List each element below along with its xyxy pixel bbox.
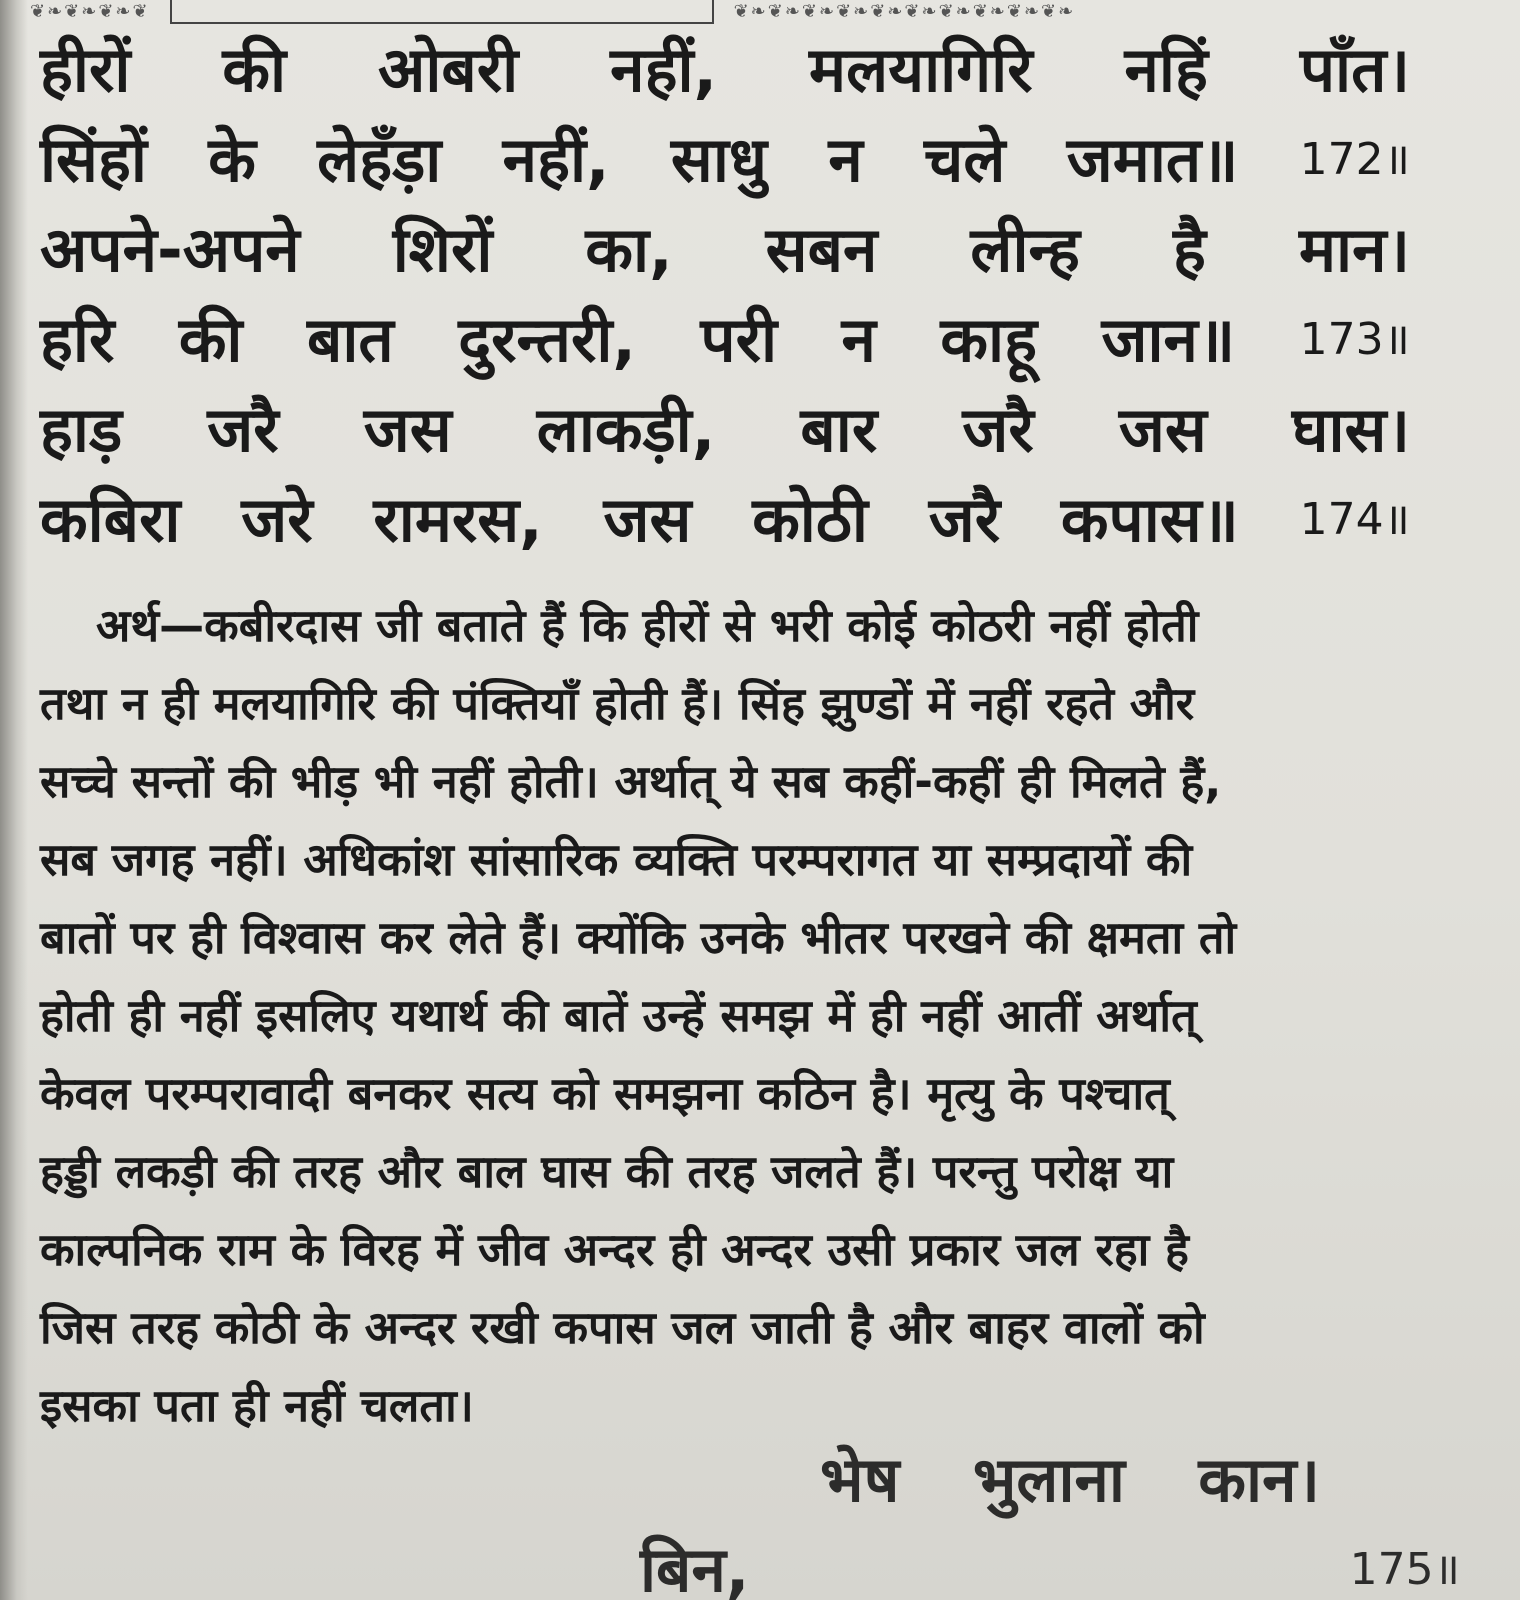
verse-number: 175॥ — [1349, 1544, 1460, 1595]
verse-word: घास। — [1291, 393, 1410, 466]
verse-word: लीन्ह — [970, 213, 1080, 286]
verse-word: कपास॥ — [1060, 483, 1239, 556]
verse-word: का, — [585, 213, 673, 286]
verse-word: काहू — [940, 303, 1038, 376]
verse-word: कबिरा — [40, 483, 181, 556]
verse-word: लेहँड़ा — [317, 123, 442, 196]
verse-word: कोठी — [752, 483, 868, 556]
verse-line — [40, 300, 1410, 380]
meaning-line: हड्डी लकड़ी की तरह और बाल घास की तरह जलते हैं। परन्तु परोक्ष या — [40, 1145, 1174, 1198]
verse-word: बात — [306, 303, 394, 376]
meaning-line: केवल परम्परावादी बनकर सत्य को समझना कठिन है। मृत्यु के पश्चात् — [40, 1067, 1170, 1120]
verse-word: अपने-अपने — [40, 213, 300, 286]
meaning-line: जिस तरह कोठी के अन्दर रखी कपास जल जाती है और बाहर वालों को — [40, 1301, 1205, 1354]
verse-number: 172॥ — [1299, 134, 1410, 185]
verse-word: जरै — [207, 393, 279, 466]
next-verse-word: भेष — [820, 1443, 900, 1516]
next-verse-word: भुलाना — [972, 1443, 1125, 1516]
verse-word: के — [208, 123, 256, 196]
verse-word: जरै — [928, 483, 1001, 556]
next-verse-word: कान। — [1198, 1443, 1320, 1516]
meaning-line: बातों पर ही विश्वास कर लेते हैं। क्योंकि उनके भीतर परखने की क्षमता तो — [40, 911, 1237, 964]
verse-word: की — [222, 33, 287, 106]
verse-word: सबन — [765, 213, 878, 286]
verse-word: ओबरी — [377, 33, 519, 106]
verse-word: रामरस, — [373, 483, 543, 556]
meaning-line: तथा न ही मलयागिरि की पंक्तियाँ होती हैं। सिंह झुण्डों में नहीं रहते और — [40, 677, 1195, 730]
verse-word: है — [1172, 213, 1206, 286]
verse-word: जान॥ — [1101, 303, 1236, 376]
verse-word: जस — [363, 393, 452, 466]
verse-word: सिंहों — [40, 123, 147, 196]
verse-line — [40, 480, 1410, 560]
verse-word: शिरों — [392, 213, 493, 286]
verse-word: नहीं, — [610, 33, 718, 106]
verse-line — [40, 30, 1410, 110]
next-verse-line-2 — [640, 1530, 1460, 1600]
verse-word: साधु — [670, 123, 768, 196]
verse-number: 174॥ — [1299, 494, 1410, 545]
verse-word: जरे — [241, 483, 313, 556]
header-frame — [170, 0, 714, 24]
verse-word: जस — [1118, 393, 1207, 466]
verse-word: न — [841, 303, 876, 376]
verse-word: मान। — [1298, 213, 1410, 286]
verse-word: जरै — [962, 393, 1034, 466]
verse-word: चले — [924, 123, 1006, 196]
verse-word: हरि — [40, 303, 115, 376]
meaning-line: सब जगह नहीं। अधिकांश सांसारिक व्यक्ति परम्परागत या सम्प्रदायों की — [40, 833, 1193, 886]
verse-word: बार — [800, 393, 878, 466]
verse-word: लाकड़ी, — [536, 393, 716, 466]
top-ornament-border: ❦❧❦❧❦❧❦ ❦❧❦❧❦❧❦❧❦❧❦❧❦❧❦❧❦❧❦❧ — [30, 1, 1076, 22]
verse-word: न — [828, 123, 863, 196]
verse-line — [40, 120, 1410, 200]
verse-word: परी — [700, 303, 778, 376]
meaning-line: होती ही नहीं इसलिए यथार्थ की बातें उन्हें समझ में ही नहीं आतीं अर्थात् — [40, 989, 1197, 1042]
verse-word: पाँत। — [1299, 33, 1410, 106]
meaning-line: अर्थ—कबीरदास जी बताते हैं कि हीरों से भरी कोई कोठरी नहीं होती — [96, 599, 1199, 652]
verse-word: मलयागिरि — [809, 33, 1033, 106]
next-verse-word: बिन, — [640, 1533, 750, 1600]
verse-number: 173॥ — [1299, 314, 1410, 365]
verse-line — [40, 390, 1410, 470]
verse-word: नहिं — [1124, 33, 1208, 106]
verse-word: दुरन्तरी, — [458, 303, 636, 376]
meaning-line: काल्पनिक राम के विरह में जीव अन्दर ही अन्दर उसी प्रकार जल रहा है — [40, 1223, 1189, 1276]
verse-word: जमात॥ — [1066, 123, 1239, 196]
verse-line — [40, 210, 1410, 290]
next-verse-line-1 — [820, 1440, 1320, 1520]
meaning-line: इसका पता ही नहीं चलता। — [40, 1379, 474, 1432]
verse-word: हाड़ — [40, 393, 123, 466]
verse-word: जस — [603, 483, 692, 556]
verse-word: हीरों — [40, 33, 131, 106]
meaning-line: सच्चे सन्तों की भीड़ भी नहीं होती। अर्थात् ये सब कहीं-कहीं ही मिलते हैं, — [40, 755, 1222, 808]
page-binding-shadow — [0, 0, 28, 1600]
verse-word: की — [178, 303, 243, 376]
verse-word: नहीं, — [502, 123, 610, 196]
